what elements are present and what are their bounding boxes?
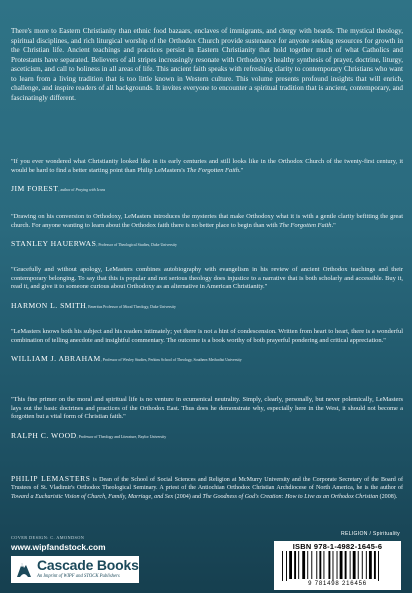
endorser-credential: , author of Praying with Icons: [58, 188, 106, 193]
author-name: PHILIP LEMASTERS: [11, 474, 91, 483]
endorsement-attribution: [11, 233, 403, 251]
barcode-bar: [337, 551, 338, 579]
barcode-bar: [307, 551, 308, 579]
publisher-website: www.wipfandstock.com: [11, 542, 106, 552]
barcode-bar: [374, 551, 376, 579]
barcode-bar: [311, 551, 312, 579]
book-description: There's more to Eastern Christianity than ethnic food bazaars, enclaves of immigrants, and clergy with beards. The mystical theology, spiritual disciplines, and rich liturgical worship of the Orthodox Church provide sustenance for anyone seeking resources for growth in the Christian life. Ancient teachings and practices persist in Eastern Christianity that hold together much of what Catholics and Protestants have separated. Believers of all stripes increasingly resonate with Orthodoxy's healthy synthesis of prayer, doctrine, liturgy, asceticism, and call to holiness in all areas of life. This ancient faith speaks with refreshing clarity to contemporary Christians who want to learn from a living tradition that is too little known in Western culture. This volume presents profound insights that will enrich, challenge, and inspire readers of all backgrounds. It invites everyone to encounter a spiritual tradition that is ancient, contemporary, and fascinatingly different.: [11, 27, 403, 102]
barcode-bar: [362, 551, 363, 579]
barcode-bar: [298, 551, 299, 579]
barcode-bar: [358, 551, 359, 579]
publisher-imprint: An Imprint of WIPF and STOCK Publishers: [37, 574, 120, 579]
barcode-bar: [319, 551, 321, 579]
cascade-logo-icon: [15, 560, 33, 579]
barcode-bar: [345, 551, 347, 579]
endorser-name: WILLIAM J. ABRAHAM: [11, 354, 101, 364]
endorsement-text: "If you ever wondered what Christianity looked like in its early centuries and still looks like in the Orthodox Church of the twenty-first century, it would be hard to find a better starting point than Philip LeMasters's The Forgotten Faith.": [11, 158, 403, 174]
endorsement-text: "LeMasters knows both his subject and his readers intimately; yet there is not a hint of condescension. Written from heart to heart, there is a wonderful combination of telling anecdote and insightful commentary. The outcome is a book worthy of both prayerful pondering and critical appreciation.": [11, 328, 403, 344]
endorser-name: JIM FOREST: [11, 184, 59, 194]
barcode-bar: [323, 551, 324, 579]
endorsement-attribution: [11, 295, 403, 313]
barcode-bar: [340, 551, 343, 579]
barcode-bar: [294, 551, 296, 579]
barcode-bar: [369, 551, 372, 579]
endorsement-text: "Drawing on his conversion to Orthodoxy, LeMasters introduces the mysteries that make Orthodoxy what it is with a gentle clarity befitting the great church. For anyone wanting to learn about the Orthodox faith there is no better place to begin than with The Forgotten Faith.": [11, 213, 403, 229]
isbn-number: ISBN 978-1-4982-1645-6: [292, 542, 383, 551]
isbn-barcode: [274, 541, 401, 590]
book-category: RELIGION / Spirituality: [341, 531, 400, 537]
barcode-bar: [316, 551, 317, 579]
barcode-bar: [286, 551, 287, 581]
endorser-credential: , Emeritus Professor of Moral Theology, Duke University: [86, 304, 176, 309]
endorser-name: HARMON L. SMITH: [11, 300, 87, 310]
barcode-bar: [333, 551, 334, 581]
endorsement-ralph-wood: [11, 396, 403, 443]
endorsement-text: "Gracefully and without apology, LeMasters combines autobiography with evangelism in his review of ancient Orthodox teachings and their contemporary belonging. To say that this is popular and not serious theology does injustice to a narrative that is both scholarly and accessible. Buy it, read it, and give it to someone curious about Orthodoxy as an alternative in American Christianity.": [11, 266, 403, 291]
endorsement-attribution: [11, 425, 403, 443]
barcode-bar: [350, 551, 351, 579]
barcode-bar: [302, 551, 305, 579]
endorser-credential: , Professor of Theological Studies, Duke University: [96, 243, 177, 248]
endorser-name: RALPH C. WOOD: [11, 430, 77, 440]
endorsement-stanley-hauerwas: [11, 213, 403, 251]
publisher-name: Cascade Books: [37, 557, 139, 573]
endorsement-text: "This fine primer on the moral and spiritual life is no venture in ecumenical neutrality. Simply, clearly, personally, but never polemically, LeMasters lays out the basic doctrines and practices of the Orthodox East. Thus does he demonstrate why, especially here in the West, it should not become a forgotten but a vital form of Christian faith.": [11, 396, 403, 421]
endorsement-attribution: [11, 348, 403, 366]
publisher-logo-box: [11, 556, 139, 583]
cover-design-credit: COVER DESIGN: C. AMONDSON: [11, 535, 85, 540]
endorsement-harmon-smith: [11, 266, 403, 313]
endorsement-jim-forest: [11, 158, 403, 196]
author-bio: PHILIP LEMASTERS is Dean of the School of Social Sciences and Religion at McMurry University and the Corporate Secretary of the Board of Trustees of St. Vladimir's Orthodox Theological Seminary. A priest of the Antiochian Orthodox Christian Archdiocese of North America, he is the author of Toward a Eucharistic Vision of Church, Family, Marriage, and Sex (2004) and The Goodness of God's Creation: How to Live as an Orthodox Christian (2008).: [11, 474, 403, 500]
barcode-bar: [353, 551, 356, 579]
endorser-name: STANLEY HAUERWAS: [11, 239, 97, 249]
endorser-credential: , Professor of Wesley Studies, Perkins School of Theology, Southern Methodist University: [100, 358, 242, 363]
barcode-bar: [366, 551, 367, 579]
barcode-bar: [378, 551, 379, 581]
barcode-icon: [281, 551, 394, 581]
barcode-bar: [289, 551, 292, 579]
endorsement-attribution: [11, 178, 403, 196]
barcode-bar: [328, 551, 330, 579]
endorsement-william-abraham: [11, 328, 403, 366]
barcode-digits: 9 781498 216456: [308, 581, 367, 587]
endorser-credential: , Professor of Theology and Literature, Baylor University: [76, 434, 167, 439]
barcode-bar: [282, 551, 283, 581]
